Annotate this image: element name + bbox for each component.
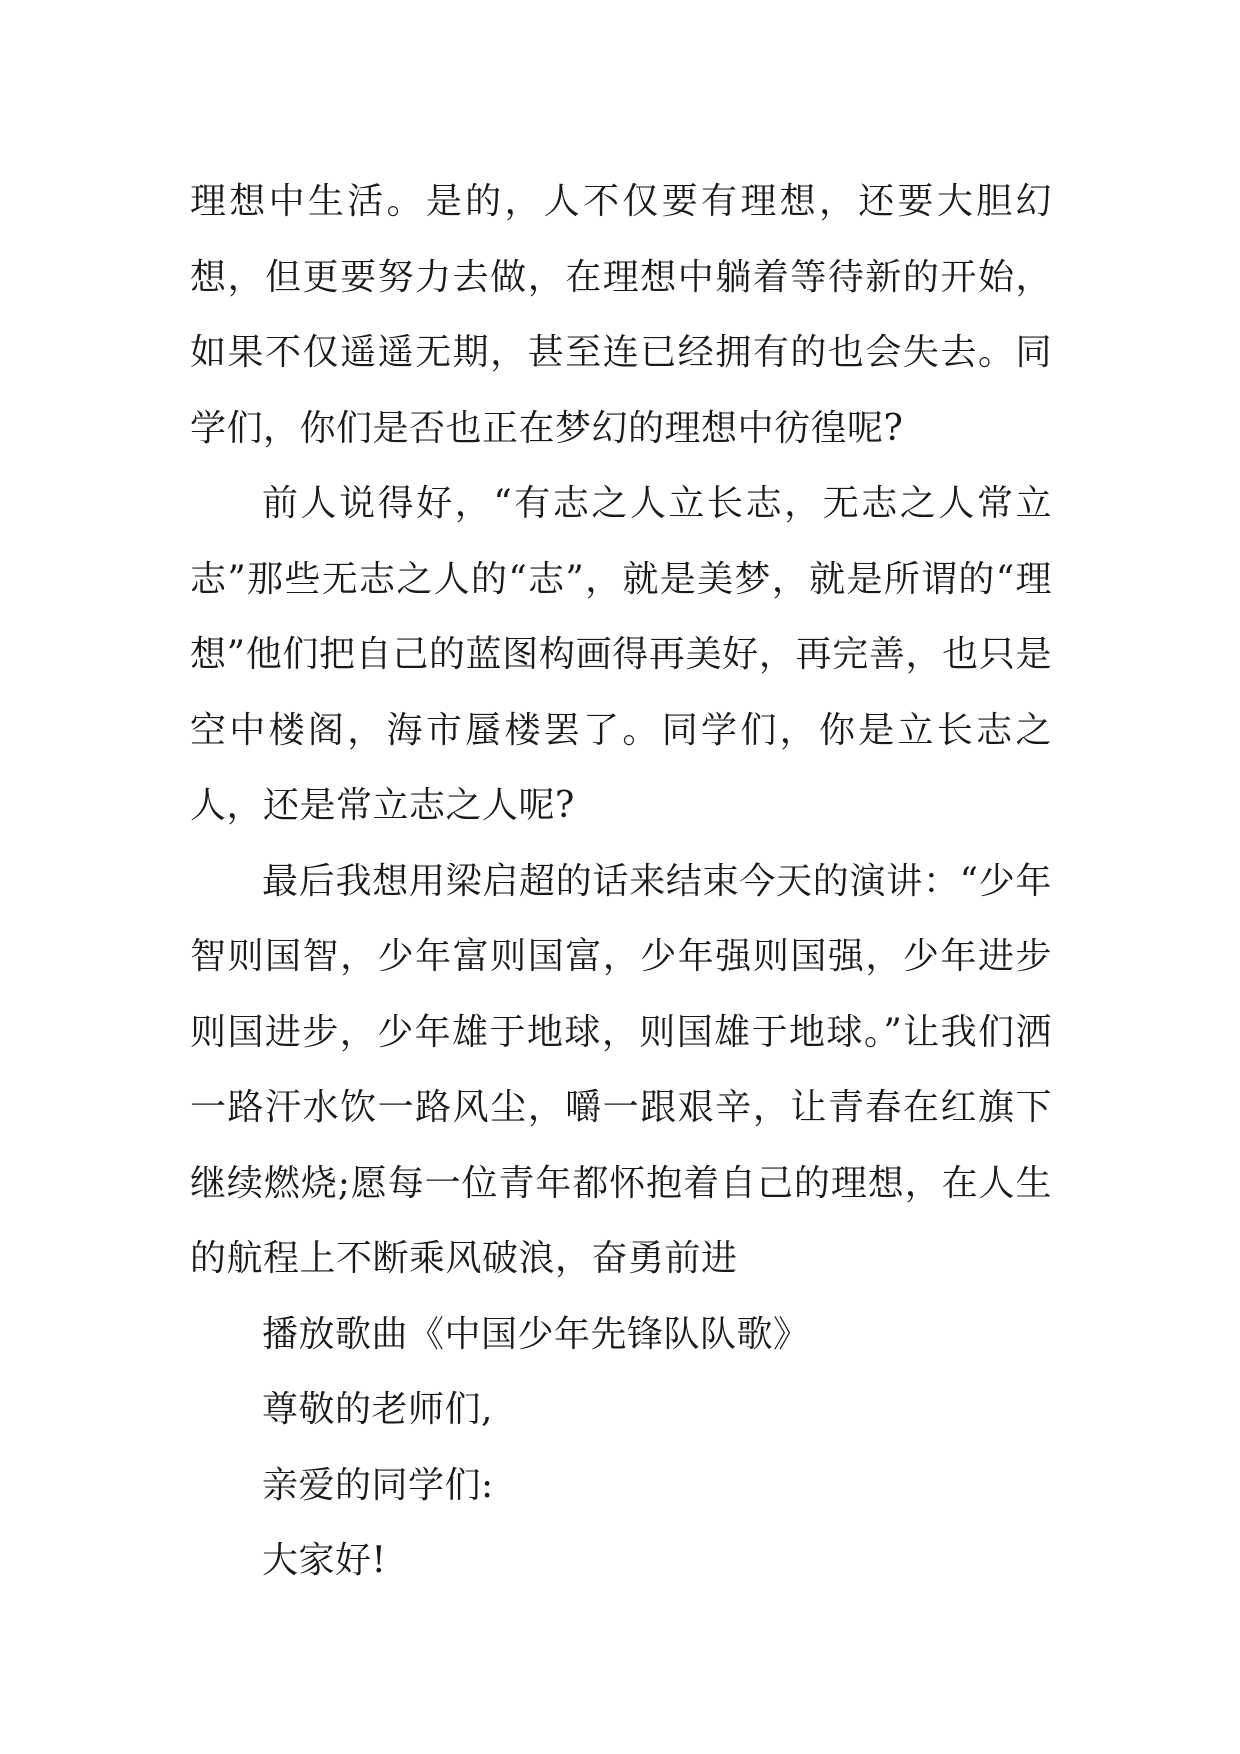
salutation-teachers: 尊敬的老师们, [262,1389,493,1430]
document-body [190,164,1052,1599]
song-line: 播放歌曲《中国少年先锋队队歌》 [262,1313,810,1355]
salutation-students: 亲爱的同学们: [262,1464,494,1506]
paragraph-ambition: 前人说得好，“有志之人立长志，无志之人常立志”那些无志之人的“志”，就是美梦，就是所谓的“理想”他们把自己的蓝图构画得再美好，再完善，也只是空中楼阁，海市蜃楼罢了。同学们，你是立长志之人，还是常立志之人呢? [190,483,1052,826]
greeting: 大家好! [262,1540,387,1581]
paragraph-continuation: 理想中生活。是的，人不仅要有理想，还要大胆幻想，但更要努力去做，在理想中躺着等待新的开始，如果不仅遥遥无期，甚至连已经拥有的也会失去。同学们，你们是否也正在梦幻的理想中彷徨呢? [190,181,1052,449]
paragraph-conclusion: 最后我想用梁启超的话来结束今天的演讲：“少年智则国智，少年富则国富，少年强则国强，少年进步则国进步，少年雄于地球，则国雄于地球。”让我们洒一路汗水饮一路风尘，嚼一跟艰辛，让青春在红旗下继续燃烧;愿每一位青年都怀抱着自己的理想，在人生的航程上不断乘风破浪，奋勇前进 [190,860,1052,1279]
